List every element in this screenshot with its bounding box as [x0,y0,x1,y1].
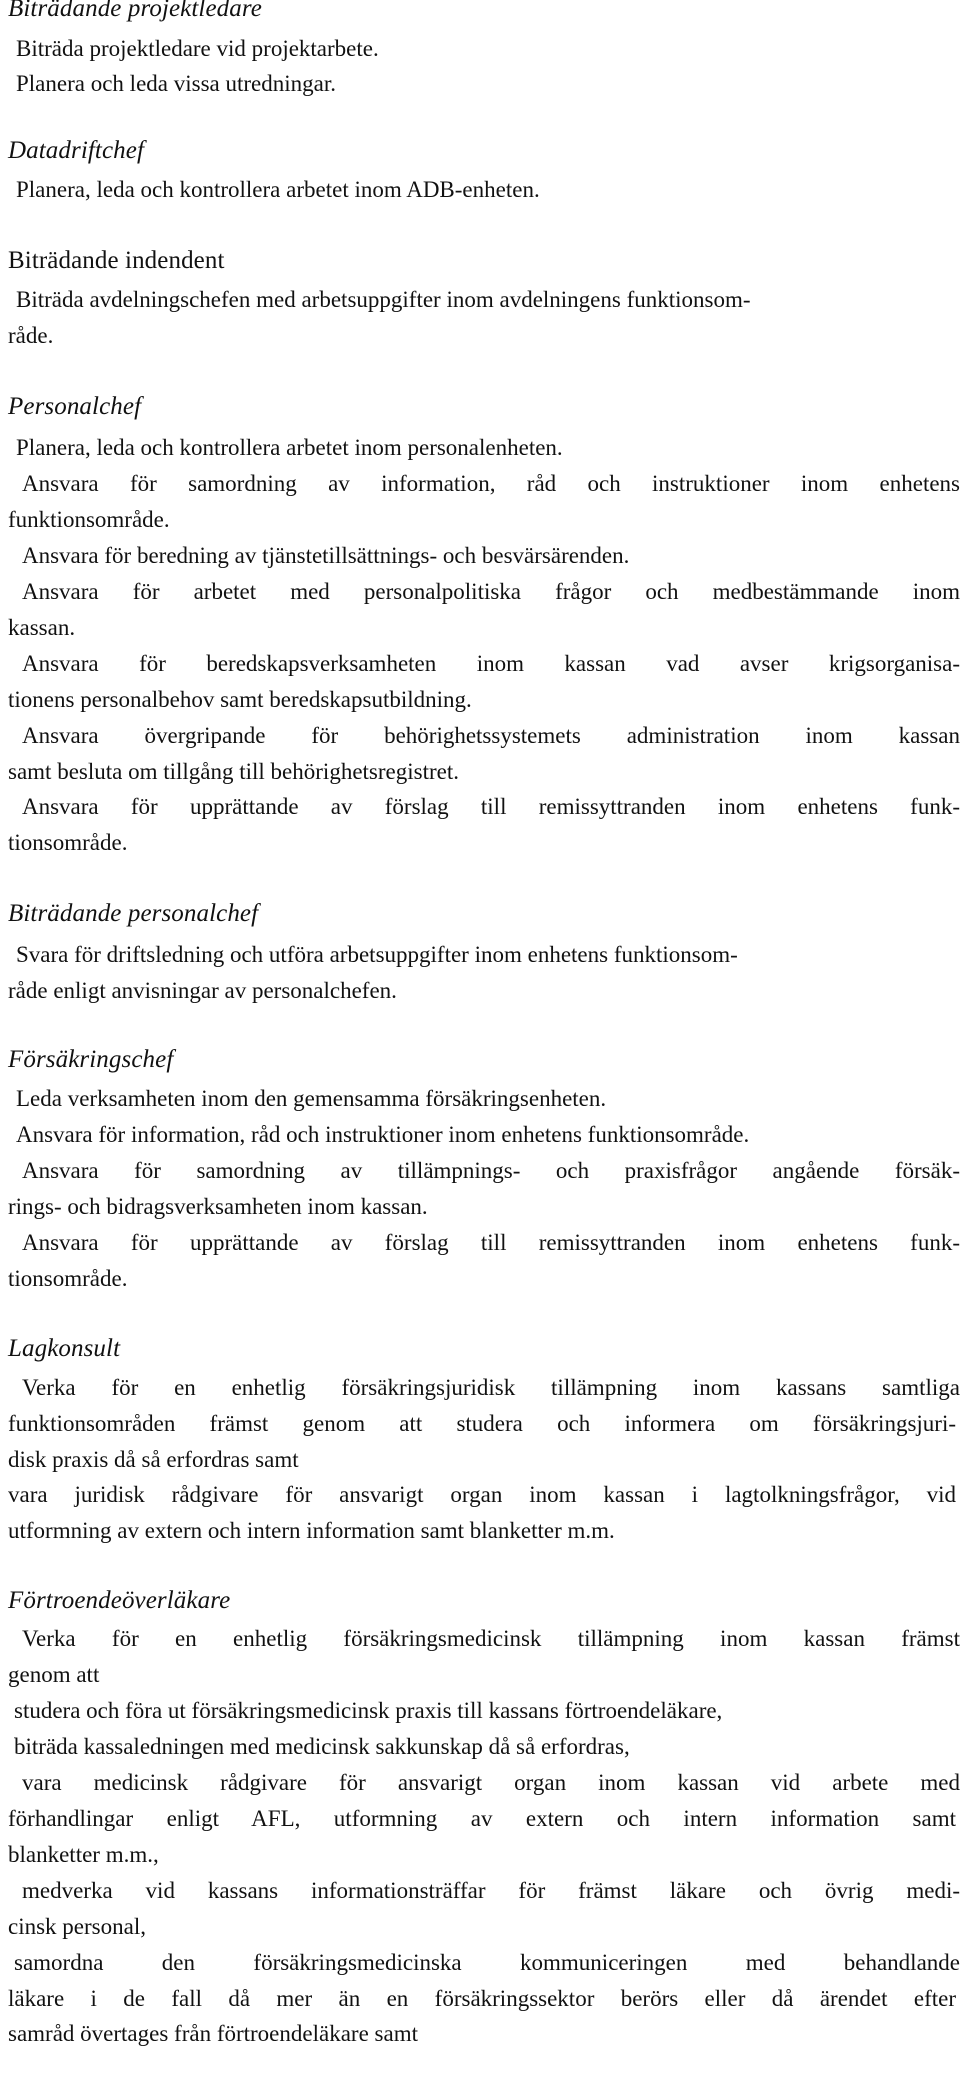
text-line: Ansvara för beredskapsverksamheten inom kassan vad avser krigsorganisa- [22,651,960,676]
text-line: vara medicinsk rådgivare för ansvarigt organ inom kassan vid arbete med [22,1770,960,1795]
text-line: Verka för en enhetlig försäkringsmedicinsk tillämpning inom kassan främst [22,1626,960,1651]
text-line: samt besluta om tillgång till behörighetsregistret. [8,759,459,784]
text-line: Verka för en enhetlig försäkringsjuridisk tillämpning inom kassans samtliga [22,1375,960,1400]
text-line: samråd övertages från förtroendeläkare samt [8,2021,418,2046]
text-line: Ansvara för arbetet med personalpolitiska frågor och medbestämmande inom [22,579,960,604]
section-heading: Förtroendeöverläkare [8,1587,231,1614]
section-heading: Biträdande indendent [8,247,225,274]
section-heading: Biträdande projektledare [8,0,262,22]
text-line: Svara för driftsledning och utföra arbetsuppgifter inom enhetens funktionsom- [16,942,738,967]
section-heading: Personalchef [8,393,142,420]
text-line: rings- och bidragsverksamheten inom kassan. [8,1194,428,1219]
text-line: genom att [8,1662,100,1687]
section-heading: Biträdande personalchef [8,900,259,927]
text-line: Ansvara för upprättande av förslag till remissyttranden inom enhetens funk- [22,794,960,819]
text-line: Planera och leda vissa utredningar. [16,71,336,96]
text-line: förhandlingar enligt AFL, utformning av extern och intern information samt [8,1806,956,1831]
text-line: kassan. [8,615,76,640]
text-line: Planera, leda och kontrollera arbetet inom personalenheten. [16,435,563,460]
text-line: råde enligt anvisningar av personalchefen. [8,978,397,1003]
text-line: tionsområde. [8,830,128,855]
text-line: Ansvara för beredning av tjänstetillsättnings- och besvärsärenden. [22,543,630,568]
text-line: Ansvara övergripande för behörighetssystemets administration inom kassan [22,723,960,748]
text-line: funktionsområden främst genom att studera och informera om försäkringsjuri- [8,1411,956,1436]
text-line: Planera, leda och kontrollera arbetet inom ADB-enheten. [16,177,540,202]
text-line: Ansvara för information, råd och instruktioner inom enhetens funktionsområde. [16,1122,750,1147]
text-line: läkare i de fall då mer än en försäkringssektor berörs eller då ärendet efter [8,1986,956,2011]
text-line: vara juridisk rådgivare för ansvarigt organ inom kassan i lagtolkningsfrågor, vid [8,1482,956,1507]
text-line: medverka vid kassans informationsträffar för främst läkare och övrig medi- [22,1878,960,1903]
text-line: funktionsområde. [8,507,170,532]
text-line: disk praxis då så erfordras samt [8,1447,299,1472]
text-line: studera och föra ut försäkringsmedicinsk praxis till kassans förtroendeläkare, [14,1698,723,1723]
text-line: Ansvara för samordning av tillämpnings- och praxisfrågor angående försäk- [22,1158,960,1183]
text-line: blanketter m.m., [8,1842,159,1867]
text-line: Biträda avdelningschefen med arbetsuppgifter inom avdelningens funktionsom- [16,287,751,312]
section-heading: Försäkringschef [8,1046,174,1073]
text-line: samordna den försäkringsmedicinska kommuniceringen med behandlande [14,1950,960,1975]
section-heading: Lagkonsult [8,1335,121,1362]
text-line: tionsområde. [8,1266,128,1291]
text-line: Ansvara för upprättande av förslag till remissyttranden inom enhetens funk- [22,1230,960,1255]
text-line: Leda verksamheten inom den gemensamma försäkringsenheten. [16,1086,607,1111]
text-line: tionens personalbehov samt beredskapsutbildning. [8,687,472,712]
text-line: råde. [8,323,54,348]
text-line: Ansvara för samordning av information, råd och instruktioner inom enhetens [22,471,960,496]
section-heading: Datadriftchef [8,137,145,164]
text-line: cinsk personal, [8,1914,146,1939]
text-line: Biträda projektledare vid projektarbete. [16,36,379,61]
text-line: utformning av extern och intern information samt blanketter m.m. [8,1518,615,1543]
text-line: biträda kassaledningen med medicinsk sakkunskap då så erfordras, [14,1734,630,1759]
